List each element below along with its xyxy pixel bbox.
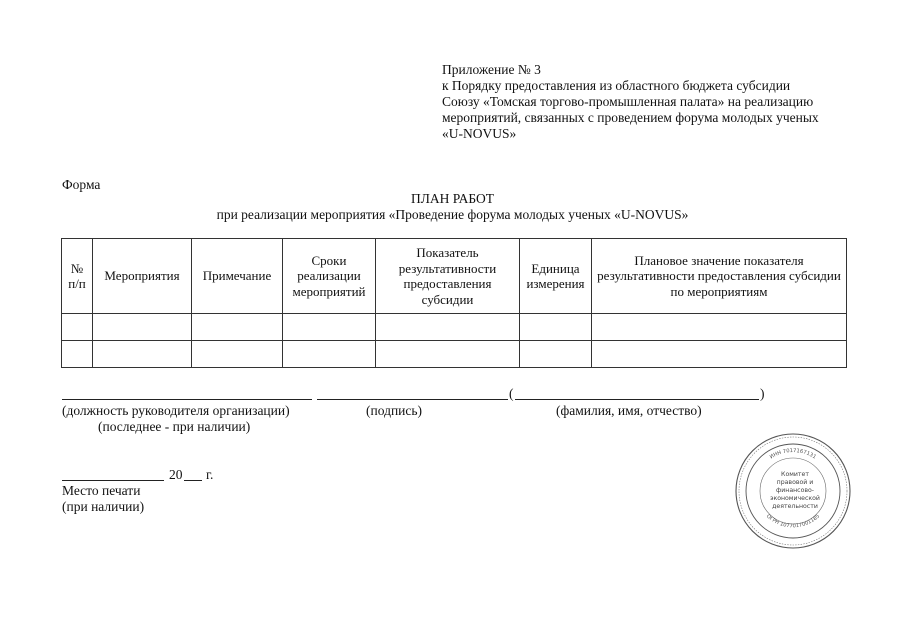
date-year-suffix: г. <box>206 467 214 482</box>
column-header-indicator: Показатель результативности предоставления субсидии <box>376 239 520 314</box>
svg-text:ИНН 7017167131 <box>769 448 817 460</box>
seal-place-note: (при наличии) <box>62 499 145 514</box>
table-row <box>62 314 847 341</box>
name-line <box>515 399 759 400</box>
date-year-line <box>184 480 202 481</box>
table-cell <box>520 341 592 368</box>
table-header-row <box>62 239 847 314</box>
column-header-events: Мероприятия <box>93 239 192 314</box>
plan-table <box>61 238 847 368</box>
stamp-inner-line: деятельности <box>772 503 818 510</box>
signature-caption: (подпись) <box>366 403 423 418</box>
date-day-month-line <box>62 480 164 481</box>
stamp-inner-line: экономической <box>770 495 820 502</box>
table-cell <box>376 314 520 341</box>
official-stamp <box>734 432 852 550</box>
table-cell <box>93 314 192 341</box>
table-cell <box>376 341 520 368</box>
stamp-inner-line: финансово- <box>775 487 815 494</box>
signature-line <box>317 399 508 400</box>
table-cell <box>283 341 376 368</box>
appendix-line: к Порядку предоставления из областного бюджета субсидии <box>442 78 791 93</box>
table-cell <box>93 341 192 368</box>
table-row <box>62 341 847 368</box>
form-label: Форма <box>62 177 101 192</box>
seal-place-label: Место печати <box>62 483 141 498</box>
table-cell <box>62 341 93 368</box>
stamp-inner-line: Комитет <box>781 471 809 478</box>
plan-subtitle: при реализации мероприятия «Проведение форума молодых ученых «U-NOVUS» <box>216 207 689 222</box>
name-caption: (фамилия, имя, отчество) <box>556 403 702 418</box>
column-header-unit: Единица измерения <box>520 239 592 314</box>
table-cell <box>62 314 93 341</box>
column-header-planned-value: Плановое значение показателя результативности предоставления субсидии по мероприятиям <box>592 239 847 314</box>
appendix-line: Приложение № 3 <box>442 62 541 77</box>
position-caption: (должность руководителя организации) <box>62 403 290 418</box>
table-cell <box>192 314 283 341</box>
appendix-line: мероприятий, связанных с проведением форума молодых ученых <box>442 110 819 125</box>
name-open-paren: ( <box>509 386 514 401</box>
position-caption-note: (последнее - при наличии) <box>98 419 251 434</box>
column-header-note: Примечание <box>192 239 283 314</box>
svg-text:ОГРН 1077017001185 <box>765 513 821 529</box>
table-cell <box>283 314 376 341</box>
table-cell <box>192 341 283 368</box>
appendix-block <box>442 62 882 142</box>
name-close-paren: ) <box>760 386 765 401</box>
plan-title: ПЛАН РАБОТ <box>411 191 494 206</box>
column-header-deadlines: Сроки реализации мероприятий <box>283 239 376 314</box>
table-cell <box>592 314 847 341</box>
column-header-number: № п/п <box>62 239 93 314</box>
position-line <box>62 399 312 400</box>
stamp-bottom-text: ОГРН 1077017001185 <box>764 513 822 530</box>
stamp-inner-line: правовой и <box>776 479 814 486</box>
date-year-prefix: 20 <box>169 467 183 482</box>
stamp-top-text: ИНН 7017167131 <box>768 447 818 461</box>
appendix-line: Союзу «Томская торгово-промышленная палата» на реализацию <box>442 94 814 109</box>
appendix-line: «U-NOVUS» <box>442 126 517 141</box>
table-cell <box>520 314 592 341</box>
table-cell <box>592 341 847 368</box>
